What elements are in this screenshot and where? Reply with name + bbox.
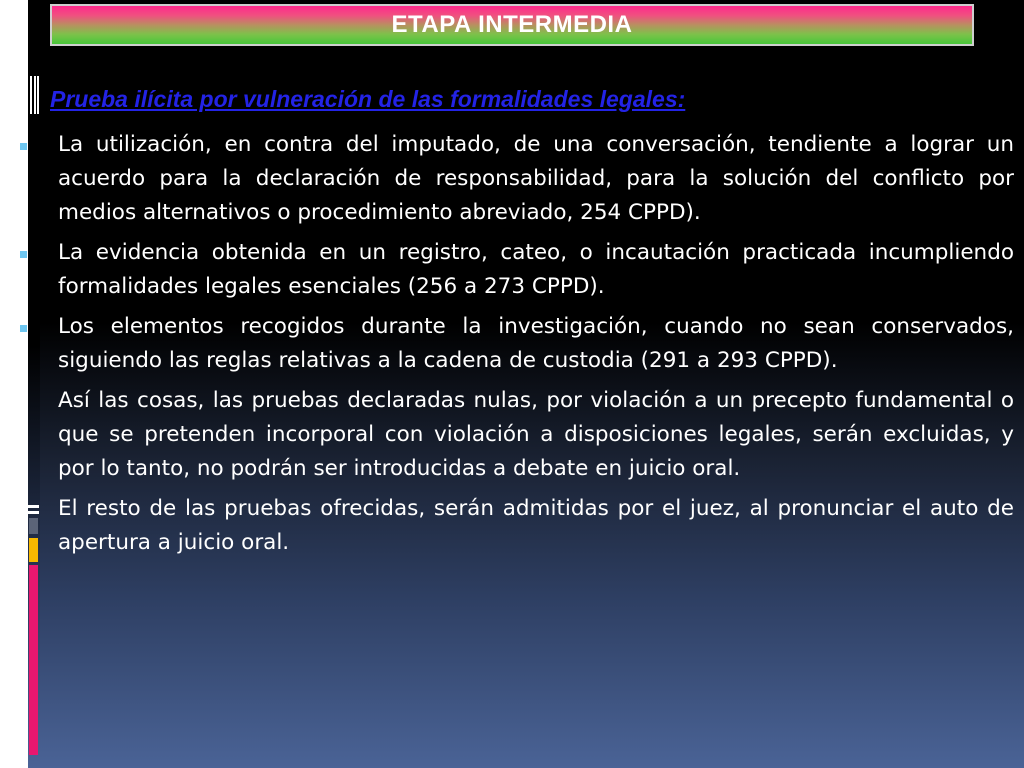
bullet-item <box>18 310 1014 378</box>
paragraph <box>18 492 1014 560</box>
bullet-text: Los elementos recogidos durante la investigación, cuando no sean conservados, siguiendo las reglas relativas a la cadena de custodia (291 a 293 CPPD). <box>58 314 1014 373</box>
bullet-text: La utilización, en contra del imputado, de una conversación, tendiente a lograr un acuerdo para la declaración de responsabilidad, para la solución del conflicto por medios alternativos o procedimiento abreviado, 254 CPPD). <box>58 132 1014 225</box>
slide-title: ETAPA INTERMEDIA <box>391 11 633 38</box>
bullet-square-icon <box>20 143 27 150</box>
bullet-square-icon <box>20 251 27 258</box>
paragraph-text: El resto de las pruebas ofrecidas, serán admitidas por el juez, al pronunciar el auto de apertura a juicio oral. <box>58 496 1014 555</box>
decor-pink-bar <box>29 565 38 755</box>
bullet-item <box>18 236 1014 304</box>
slide-title-bar <box>50 4 974 46</box>
paragraph-text: Así las cosas, las pruebas declaradas nulas, por violación a un precepto fundamental o que se pretenden incorporal con violación a disposiciones legales, serán excluidas, y por lo tanto, no podrán ser introducidas a debate en juicio oral. <box>58 388 1014 481</box>
bullet-text: La evidencia obtenida en un registro, cateo, o incautación practicada incumpliendo formalidades legales esenciales (256 a 273 CPPD). <box>58 240 1014 299</box>
subheading: Prueba ilícita por vulneración de las formalidades legales: <box>50 86 686 112</box>
bullet-square-icon <box>20 325 27 332</box>
paragraph <box>18 384 1014 486</box>
slide-content <box>18 128 1014 566</box>
bullet-item <box>18 128 1014 230</box>
decor-lines <box>20 76 40 114</box>
